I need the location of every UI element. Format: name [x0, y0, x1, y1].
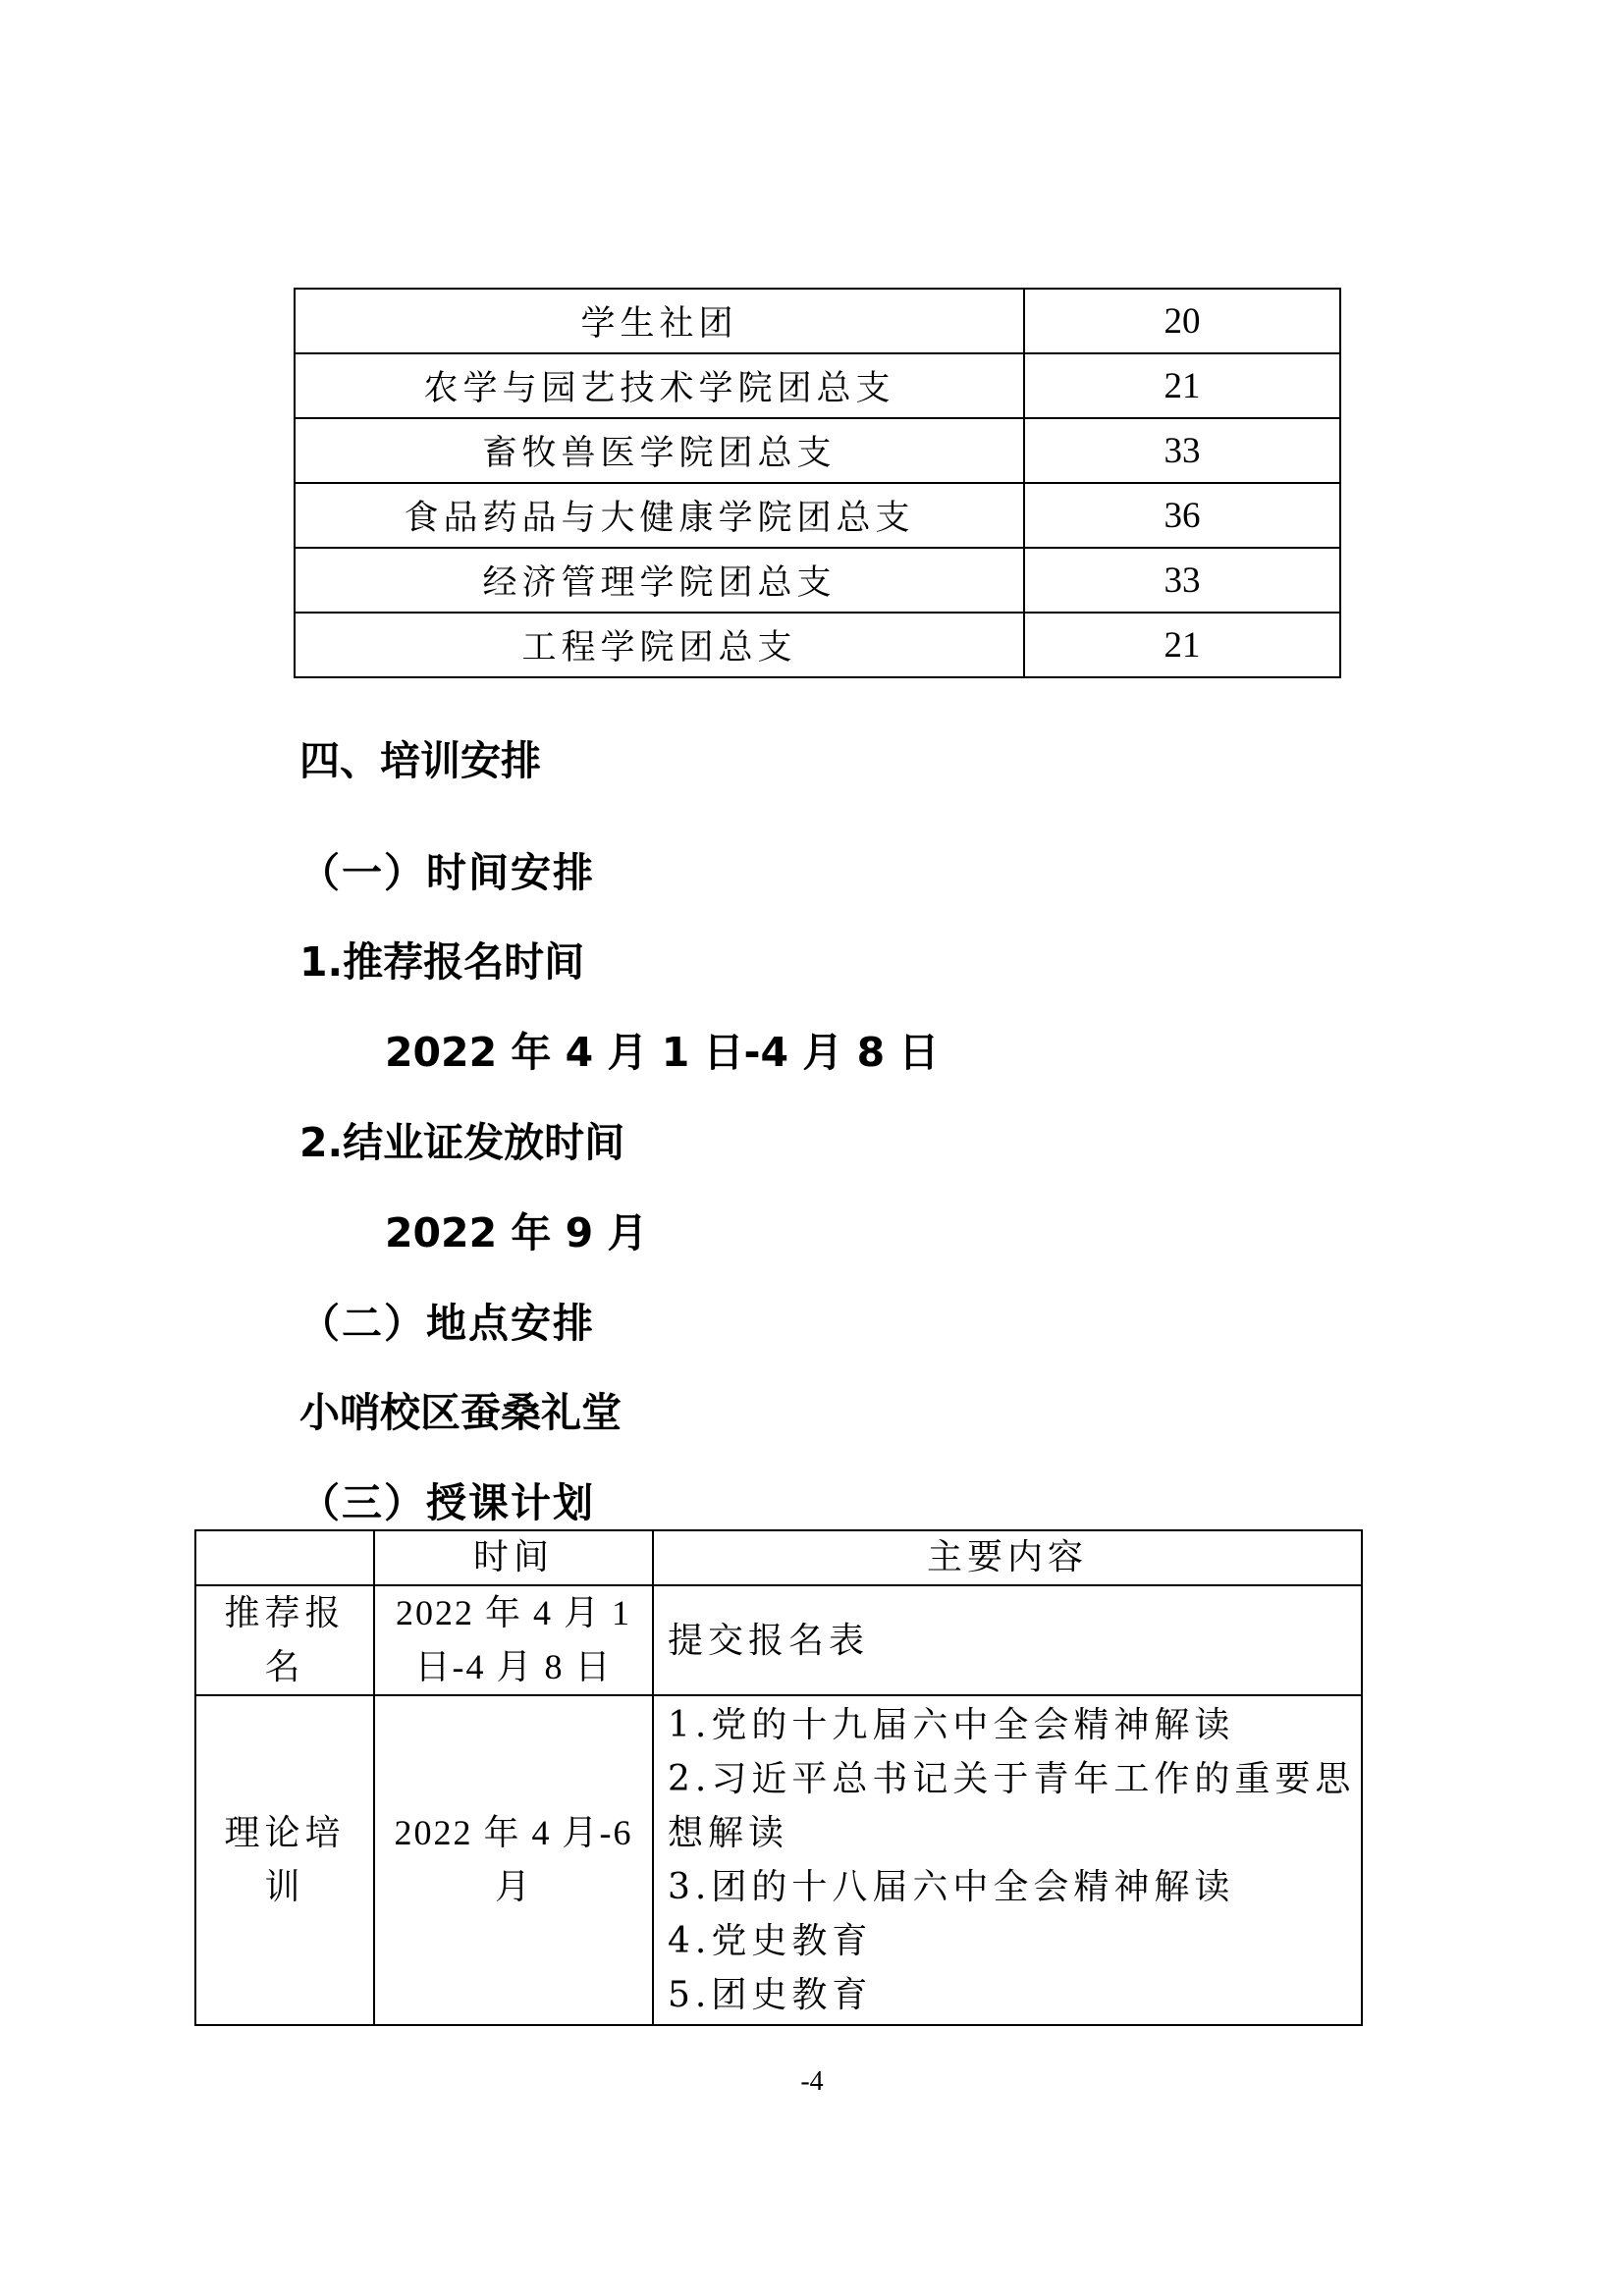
certificate-date: 2022 年 9 月 — [385, 1209, 648, 1256]
subsection-heading-plan: （三）授课计划 — [299, 1479, 595, 1526]
table-row — [195, 1585, 1362, 1695]
count-cell: 20 — [1024, 289, 1340, 353]
header-cell — [195, 1530, 374, 1585]
subsection-heading-location: （二）地点安排 — [299, 1300, 595, 1347]
stage-cell — [195, 1585, 374, 1695]
page-number: -4 — [800, 2066, 824, 2097]
quota-table — [294, 288, 1341, 678]
cell-line: 2.习近平总书记关于青年工作的重要思 — [668, 1759, 1356, 1799]
cell-line: 2022 年 4 月-6 — [394, 1813, 633, 1852]
count-cell: 21 — [1024, 613, 1340, 677]
count-cell: 36 — [1024, 483, 1340, 548]
unit-cell: 工程学院团总支 — [295, 613, 1024, 677]
cell-line: 1.党的十九届六中全会精神解读 — [668, 1705, 1235, 1745]
section-heading: 四、培训安排 — [299, 737, 541, 784]
cell-line: 推荐报 — [224, 1593, 346, 1633]
cell-line: 月 — [494, 1867, 532, 1906]
table-row — [195, 1695, 1362, 2025]
table-row — [295, 548, 1340, 613]
cell-line: 5.团史教育 — [668, 1975, 873, 2015]
cell-line: 想解读 — [668, 1813, 789, 1853]
item-heading-registration: 1.推荐报名时间 — [299, 938, 585, 986]
registration-date: 2022 年 4 月 1 日-4 月 8 日 — [385, 1029, 940, 1076]
cell-line: 训 — [264, 1867, 305, 1907]
cell-line: 2022 年 4 月 1 — [395, 1593, 631, 1632]
count-cell: 21 — [1024, 353, 1340, 418]
table-row — [295, 483, 1340, 548]
stage-cell — [195, 1695, 374, 2025]
header-cell: 时间 — [374, 1530, 653, 1585]
content-cell — [653, 1585, 1362, 1695]
table-row — [295, 613, 1340, 677]
unit-cell: 畜牧兽医学院团总支 — [295, 418, 1024, 483]
schedule-table — [194, 1529, 1363, 2026]
table-row — [295, 289, 1340, 353]
unit-cell: 农学与园艺技术学院团总支 — [295, 353, 1024, 418]
unit-cell: 经济管理学院团总支 — [295, 548, 1024, 613]
time-cell — [374, 1695, 653, 2025]
location-value: 小哨校区蚕桑礼堂 — [299, 1389, 622, 1436]
item-heading-certificate: 2.结业证发放时间 — [299, 1119, 625, 1166]
cell-line: 名 — [264, 1647, 305, 1687]
count-cell: 33 — [1024, 548, 1340, 613]
subsection-heading-time: （一）时间安排 — [299, 849, 595, 896]
cell-line: 4.党史教育 — [668, 1921, 873, 1961]
table-row — [295, 353, 1340, 418]
cell-line: 理论培 — [224, 1813, 346, 1853]
cell-line: 日-4 月 8 日 — [414, 1647, 613, 1686]
table-row — [295, 418, 1340, 483]
count-cell: 33 — [1024, 418, 1340, 483]
unit-cell: 学生社团 — [295, 289, 1024, 353]
cell-line: 3.团的十八届六中全会精神解读 — [668, 1867, 1235, 1907]
cell-line: 提交报名表 — [668, 1620, 870, 1661]
time-cell — [374, 1585, 653, 1695]
table-header-row — [195, 1530, 1362, 1585]
header-cell: 主要内容 — [653, 1530, 1362, 1585]
unit-cell: 食品药品与大健康学院团总支 — [295, 483, 1024, 548]
content-cell — [653, 1695, 1362, 2025]
